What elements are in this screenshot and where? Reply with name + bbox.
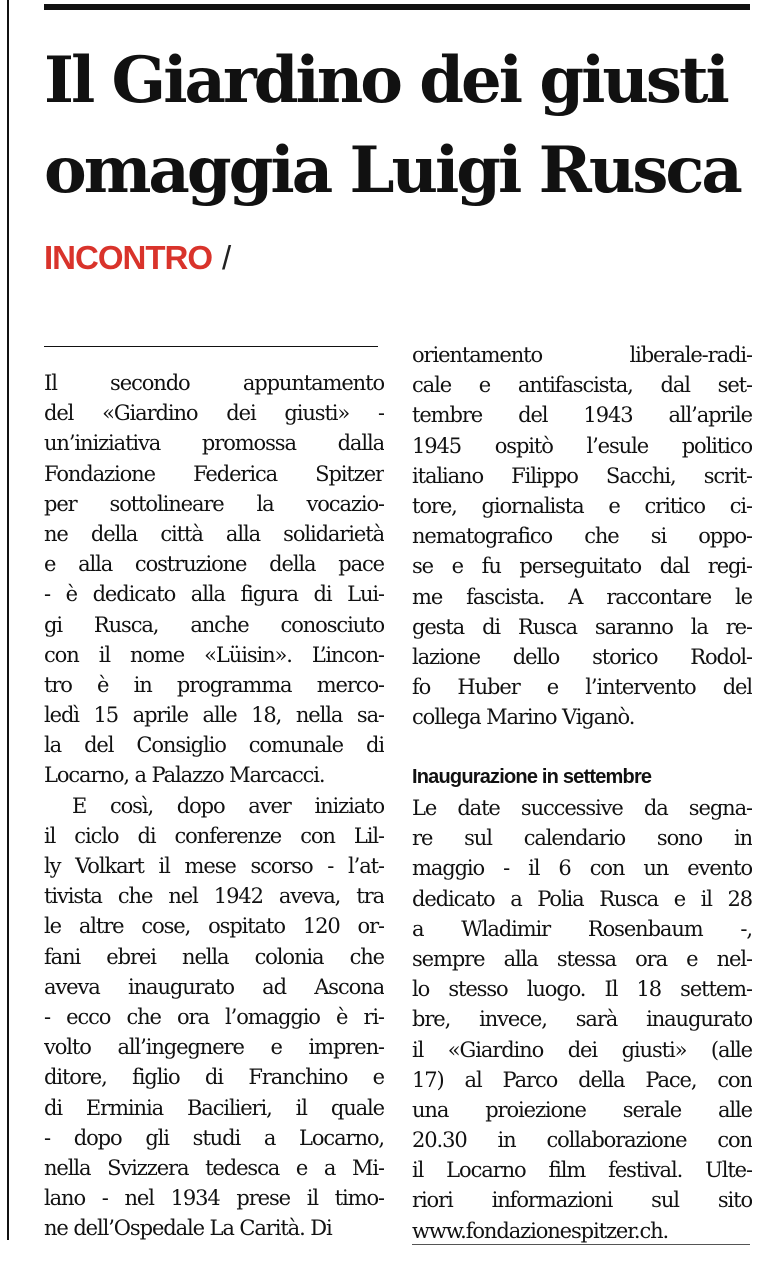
text-line: sempre alla stessa ora e nel- <box>412 946 752 971</box>
text-line: Il secondo appuntamento <box>44 371 384 395</box>
text-line: 1945 ospitò l’esule politico <box>412 433 752 458</box>
text-line: Locarno, a Palazzo Marcacci. <box>44 763 325 788</box>
text-line: aveva inaugurato ad Ascona <box>44 974 384 999</box>
kicker-separator: / <box>222 239 231 276</box>
text-line: gesta di Rusca saranno la re- <box>412 614 752 639</box>
text-line: una proiezione serale alle <box>412 1097 752 1122</box>
text-line: di Erminia Bacilieri, il quale <box>44 1095 384 1120</box>
text-line: riori informazioni sul sito <box>412 1188 752 1213</box>
text-line: tro è in programma merco- <box>44 672 384 697</box>
text-line: 20.30 in collaborazione con <box>412 1128 752 1153</box>
text-line: ne dell’Ospedale La Carità. Di <box>44 1216 332 1241</box>
text-line: ly Volkart il mese scorso - l’at- <box>44 854 384 878</box>
left-margin-rule <box>7 0 9 1240</box>
text-line: cale e antifascista, dal set- <box>412 373 752 398</box>
body-column-1 <box>44 368 384 1243</box>
text-line: bre, invece, sarà inaugurato <box>412 1007 752 1032</box>
text-line: lazione dello storico Rodol- <box>412 644 752 669</box>
subheading: Inaugurazione in settembre <box>412 766 652 788</box>
text-line: ne della città alla solidarietà <box>44 521 384 546</box>
column-rule <box>44 346 378 347</box>
text-line: fo Huber e l’intervento del <box>412 675 752 700</box>
text-line: dedicato a Polia Rusca e il 28 <box>412 886 752 911</box>
text-line: nematografico che si oppo- <box>412 524 752 549</box>
text-line: lano - nel 1934 prese il timo- <box>44 1186 384 1211</box>
text-line: maggio - il 6 con un evento <box>412 856 752 881</box>
text-line: per sottolineare la vocazio- <box>44 491 384 516</box>
top-rule <box>44 4 750 10</box>
text-line: collega Marino Viganò. <box>412 705 635 730</box>
text-line: Le date successive da segna- <box>412 796 752 820</box>
text-line: - dopo gli studi a Locarno, <box>44 1125 384 1150</box>
text-line: - ecco che ora l’omaggio è ri- <box>44 1004 384 1029</box>
text-line: lo stesso luogo. Il 18 settem- <box>412 977 752 1002</box>
text-line: con il nome «Lüisin». L’incon- <box>44 642 384 667</box>
text-line: il Locarno film festival. Ulte- <box>412 1158 752 1183</box>
text-line: - è dedicato alla figura di Lui- <box>44 582 384 607</box>
text-line: la del Consiglio comunale di <box>44 733 384 758</box>
text-line: se e fu perseguitato dal regi- <box>412 554 752 579</box>
text-line: Fondazione Federica Spitzer <box>44 461 384 486</box>
text-line: me fascista. A raccontare le <box>412 584 752 609</box>
headline <box>44 36 759 216</box>
text-line: gi Rusca, anche conosciuto <box>44 612 384 637</box>
kicker <box>44 236 230 280</box>
text-line: a Wladimir Rosenbaum -, <box>412 916 752 941</box>
text-line: italiano Filippo Sacchi, scrit- <box>412 463 752 488</box>
text-line: www.fondazionespitzer.ch. <box>412 1218 669 1243</box>
headline-line-2: omaggia Luigi Rusca <box>44 133 740 208</box>
text-line: tembre del 1943 all’aprile <box>412 403 752 428</box>
text-line: e alla costruzione della pace <box>44 552 384 577</box>
bottom-rule <box>412 1244 750 1245</box>
text-line: E così, dopo aver iniziato <box>72 793 384 818</box>
text-line: un’iniziativa promossa dalla <box>44 431 384 456</box>
text-line: volto all’ingegnere e impren- <box>44 1035 384 1060</box>
kicker-label: INCONTRO <box>44 239 212 276</box>
text-line: nella Svizzera tedesca e a Mi- <box>44 1155 384 1180</box>
text-line: ledì 15 aprile alle 18, nella sa- <box>44 703 384 728</box>
text-line: il «Giardino dei giusti» (alle <box>412 1037 752 1062</box>
text-line: 17) al Parco della Pace, con <box>412 1067 752 1092</box>
text-line: fani ebrei nella colonia che <box>44 944 384 969</box>
headline-line-1: Il Giardino dei giusti <box>44 43 727 118</box>
text-line: orientamento liberale-radi- <box>412 343 752 367</box>
text-line: del «Giardino dei giusti» - <box>44 401 384 426</box>
body-column-2 <box>412 340 752 732</box>
text-line: tore, giornalista e critico ci- <box>412 493 752 518</box>
text-line: re sul calendario sono in <box>412 826 752 851</box>
text-line: tivista che nel 1942 aveva, tra <box>44 884 384 909</box>
body-column-2-continued <box>412 793 752 1246</box>
text-line: il ciclo di conferenze con Lil- <box>44 823 384 848</box>
text-line: ditore, figlio di Franchino e <box>44 1065 384 1090</box>
text-line: le altre cose, ospitato 120 or- <box>44 914 384 939</box>
